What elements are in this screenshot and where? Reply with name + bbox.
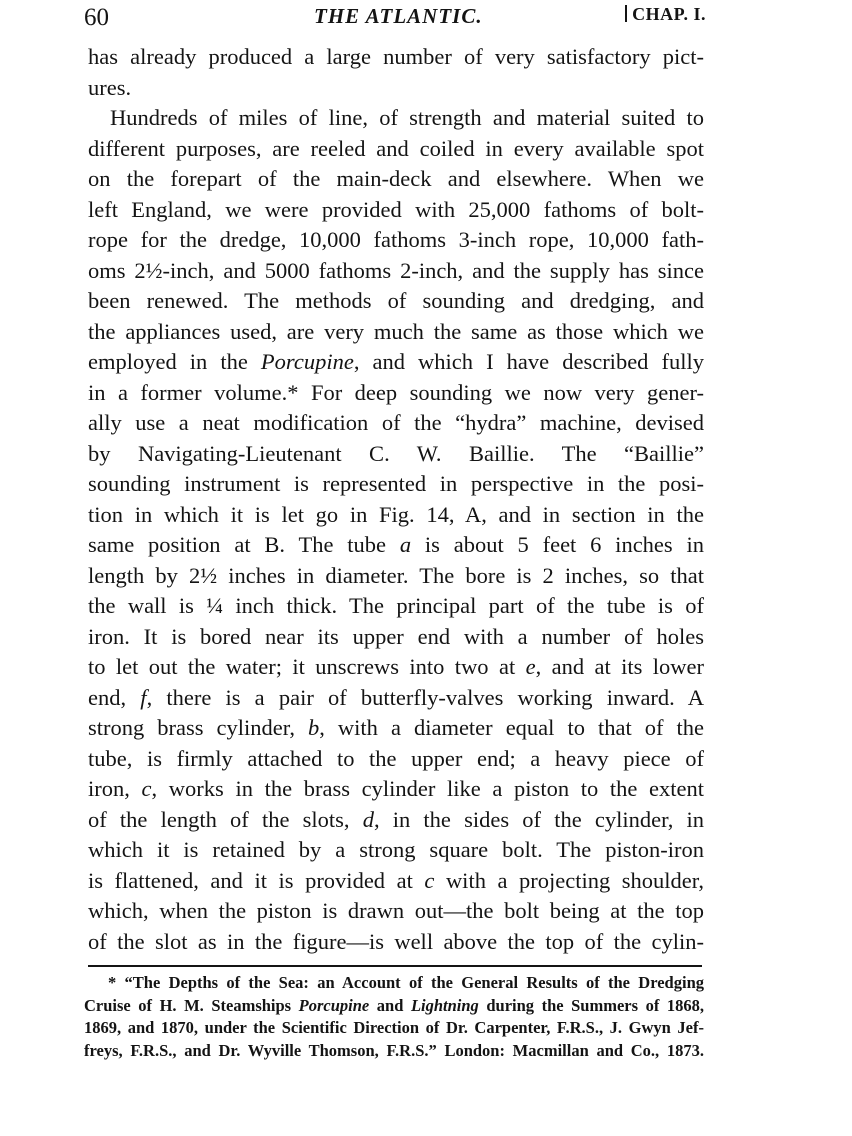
footnote-line: 1869, and 1870, under the Scientific Direction of Dr. Carpenter, F.R.S., J. Gwyn Jef- [84, 1018, 704, 1037]
italic-ship-name: Porcupine [260, 349, 354, 374]
text-segment: end, [88, 684, 141, 710]
page-number: 60 [84, 4, 109, 31]
text-line: tion in which it is let go in Fig. 14, A, and in section in the [88, 501, 704, 527]
text-segment: same position at B. The tube [88, 532, 400, 557]
text-line: ures. [88, 74, 132, 100]
text-line [88, 347, 704, 378]
text-line: on the forepart of the main-deck and elsewhere. When we [88, 166, 704, 191]
footnote [84, 972, 704, 1062]
text-segment: , works in the brass cylinder like a piston to the extent [151, 776, 704, 801]
text-segment: , and at its lower [535, 654, 704, 679]
text-segment: strong brass cylinder, [88, 715, 309, 740]
text-segment: during the Summers of 1868, [478, 995, 704, 1015]
text-segment: , there is a pair of butterfly-valves working inward. A [146, 684, 704, 710]
italic-letter: b [308, 715, 320, 740]
text-line: left England, we were provided with 25,000 fathoms of bolt- [88, 196, 704, 222]
italic-letter: a [399, 532, 412, 557]
italic-letter: e [525, 654, 536, 679]
text-segment: is flattened, and it is provided at [88, 867, 425, 893]
chapter-mark: CHAP. I. [625, 4, 706, 25]
text-line: the appliances used, are very much the same as those which we [88, 318, 704, 344]
italic-letter: f [140, 684, 147, 710]
text-line: ally use a neat modification of the “hydra” machine, devised [88, 410, 704, 435]
text-line: in a former volume.* For deep sounding we now very gener- [88, 379, 704, 405]
text-line: has already produced a large number of very satisfactory pict- [88, 44, 704, 69]
text-line: tube, is firmly attached to the upper end; a heavy piece of [88, 745, 704, 771]
text-line [88, 805, 704, 836]
text-line: of the slot as in the figure—is well above the top of the cylin- [88, 928, 704, 954]
text-segment: and [369, 995, 411, 1015]
footnote-line: freys, F.R.S., and Dr. Wyville Thomson, F.R.S.” London: Macmillan and Co., 1873. [84, 1040, 704, 1060]
italic-ship-name: Porcupine [298, 995, 370, 1015]
text-segment: is about 5 feet 6 inches in [411, 532, 704, 557]
text-line: sounding instrument is represented in perspective in the posi- [88, 471, 704, 496]
text-segment: of the length of the slots, [88, 806, 363, 832]
footnote-line [84, 995, 704, 1018]
text-line: oms 2½-inch, and 5000 fathoms 2-inch, and the supply has since [88, 257, 704, 283]
text-line [88, 530, 704, 561]
text-line: which, when the piston is drawn out—the bolt being at the top [88, 898, 704, 923]
text-segment: with a projecting shoulder, [434, 867, 704, 893]
text-line: by Navigating-Lieutenant C. W. Baillie. The “Baillie” [88, 440, 704, 466]
text-line [88, 652, 704, 683]
footnote-divider [88, 965, 702, 967]
text-line: which it is retained by a strong square bolt. The piston-iron [88, 837, 704, 862]
body-text [88, 42, 704, 957]
text-line [88, 683, 704, 714]
italic-letter: d [362, 806, 374, 832]
text-line: the wall is ¼ inch thick. The principal part of the tube is of [88, 593, 704, 618]
text-line: rope for the dredge, 10,000 fathoms 3-inch rope, 10,000 fath- [88, 227, 704, 252]
italic-letter: c [424, 867, 435, 893]
text-line: Hundreds of miles of line, of strength and material suited to [110, 105, 704, 130]
footnote-line: * “The Depths of the Sea: an Account of the General Results of the Dredging [108, 973, 704, 992]
text-line: iron. It is bored near its upper end with a number of holes [88, 623, 704, 649]
text-line: been renewed. The methods of sounding and dredging, and [88, 288, 704, 313]
running-head: THE ATLANTIC. [314, 4, 483, 28]
text-segment: , in the sides of the cylinder, in [373, 806, 704, 832]
italic-letter: c [141, 776, 152, 801]
text-line: length by 2½ inches in diameter. The bore is 2 inches, so that [88, 562, 704, 588]
text-segment: Cruise of H. M. Steamships [84, 995, 299, 1015]
text-segment: , and which I have described fully [353, 349, 704, 374]
text-line [88, 774, 704, 805]
text-line: different purposes, are reeled and coiled in every available spot [88, 135, 704, 161]
text-segment: , with a diameter equal to that of the [319, 715, 704, 740]
text-line [88, 713, 704, 744]
text-segment: iron, [88, 776, 142, 801]
page-header [84, 4, 714, 34]
text-segment: to let out the water; it unscrews into two at [88, 654, 526, 679]
text-line [88, 866, 704, 897]
italic-ship-name: Lightning [410, 995, 479, 1015]
text-segment: employed in the [88, 349, 261, 374]
